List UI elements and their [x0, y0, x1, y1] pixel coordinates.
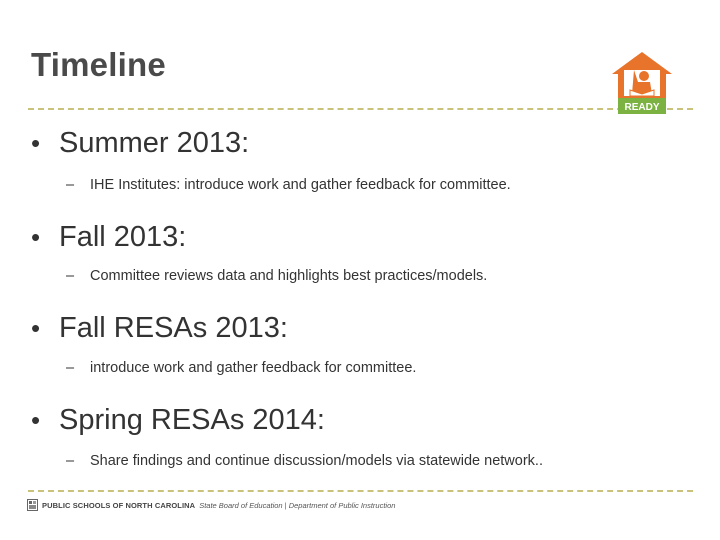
sub-bullet-item	[66, 268, 487, 284]
dash-marker: –	[66, 360, 75, 376]
sub-bullet-item	[66, 453, 543, 469]
dash-marker: –	[66, 177, 75, 193]
ready-house-logo-icon	[610, 50, 674, 116]
dash-marker: –	[66, 268, 75, 284]
sub-bullet-text: introduce work and gather feedback for committee.	[90, 360, 417, 376]
sub-bullet-text: Committee reviews data and highlights best practices/models.	[90, 268, 488, 284]
bullet-text: Fall 2013:	[59, 221, 187, 253]
nc-seal-icon	[27, 499, 38, 511]
sub-bullet-text: IHE Institutes: introduce work and gather feedback for committee.	[90, 177, 511, 193]
bullet-text: Summer 2013:	[59, 127, 250, 159]
bullet-marker: •	[31, 128, 41, 158]
bullet-marker: •	[31, 222, 41, 252]
bullet-marker: •	[31, 405, 41, 435]
bullet-text: Spring RESAs 2014:	[59, 404, 325, 436]
bullet-item	[31, 404, 325, 437]
logo-text: READY	[624, 102, 660, 113]
bullet-text: Fall RESAs 2013:	[59, 312, 288, 344]
dash-marker: –	[66, 453, 75, 469]
bottom-divider	[28, 490, 693, 492]
sub-bullet-text: Share findings and continue discussion/models via statewide network..	[90, 453, 543, 469]
footer-organization: PUBLIC SCHOOLS OF NORTH CAROLINA	[42, 500, 196, 510]
footer	[27, 497, 395, 513]
footer-departments: State Board of Education | Department of Public Instruction	[199, 500, 396, 510]
bullet-item	[31, 127, 249, 160]
slide-title: Timeline	[31, 46, 166, 83]
sub-bullet-item	[66, 177, 511, 193]
top-divider	[28, 108, 693, 110]
bullet-item	[31, 312, 288, 345]
bullet-marker: •	[31, 313, 41, 343]
sub-bullet-item	[66, 360, 416, 376]
bullet-item	[31, 221, 186, 254]
